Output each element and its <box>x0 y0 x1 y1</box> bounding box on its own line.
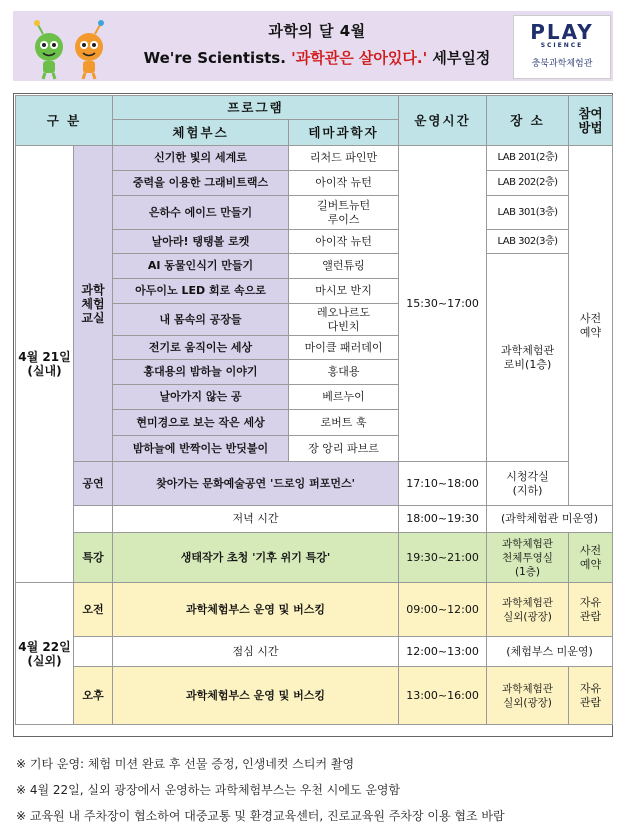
lecture-label: 특강 <box>74 533 113 583</box>
scientist-name: 길버트뉴턴 루이스 <box>289 196 399 230</box>
booth-name: 신기한 빛의 세계로 <box>113 146 289 171</box>
pm-method: 자유 관람 <box>569 667 613 725</box>
am-place: 과학체험관 실외(광장) <box>487 583 569 637</box>
lab-place: LAB 201(2층) <box>487 146 569 171</box>
lab-place: LAB 202(2층) <box>487 171 569 196</box>
logo-org-text: 충북과학체험관 <box>531 59 593 69</box>
scientist-name: 마시모 반지 <box>289 279 399 304</box>
scientist-name: 리처드 파인만 <box>289 146 399 171</box>
lecture-method: 사전 예약 <box>569 533 613 583</box>
booth-name: 날아가지 않는 공 <box>113 385 289 410</box>
scientist-name: 장 앙리 파브르 <box>289 436 399 462</box>
note-item: ※ 기타 운영: 체험 미션 완료 후 선물 증정, 인생네컷 스티커 촬영 <box>16 757 355 771</box>
group-science-class: 과학 체험 교실 <box>74 146 113 462</box>
booth-name: AI 동물인식기 만들기 <box>113 254 289 279</box>
booth-name: 홍대용의 밤하늘 이야기 <box>113 360 289 385</box>
booth-name: 중력을 이용한 그래비트랙스 <box>113 171 289 196</box>
dinner-time: 18:00~19:30 <box>399 506 487 533</box>
pm-label: 오후 <box>74 667 113 725</box>
booth-name: 내 몸속의 공장들 <box>113 304 289 336</box>
lunch-note: (체험부스 미운영) <box>487 637 613 667</box>
header-place: 장 소 <box>487 96 569 146</box>
header-time: 운영시간 <box>399 96 487 146</box>
lab-place: LAB 301(3층) <box>487 196 569 230</box>
pm-place: 과학체험관 실외(광장) <box>487 667 569 725</box>
pm-time: 13:00~16:00 <box>399 667 487 725</box>
header-theme: 테마과학자 <box>289 120 399 146</box>
logo <box>513 15 611 79</box>
title-block <box>123 11 511 81</box>
booth-name: 은하수 에이드 만들기 <box>113 196 289 230</box>
am-method: 자유 관람 <box>569 583 613 637</box>
dinner-empty <box>74 506 113 533</box>
booth-name: 현미경으로 보는 작은 세상 <box>113 410 289 436</box>
header-category: 구 분 <box>16 96 113 146</box>
scientist-name: 아이작 뉴턴 <box>289 230 399 254</box>
scientist-name: 베르누이 <box>289 385 399 410</box>
lunch-empty <box>74 637 113 667</box>
lunch-time: 12:00~13:00 <box>399 637 487 667</box>
logo-sub-text: SCIENCE <box>540 42 584 49</box>
am-label: 오전 <box>74 583 113 637</box>
logo-main-text: PLAY <box>530 20 594 44</box>
header-program: 프로그램 <box>113 96 399 120</box>
header-banner <box>13 11 613 81</box>
dinner-note: (과학체험관 미운영) <box>487 506 613 533</box>
scientist-name: 로버트 훅 <box>289 410 399 436</box>
header-method: 참여 방법 <box>569 96 613 146</box>
header-booth: 체험부스 <box>113 120 289 146</box>
page-subtitle <box>123 47 511 68</box>
perf-program: 찾아가는 문화예술공연 '드로잉 퍼포먼스' <box>113 462 399 506</box>
subtitle-prefix: We're Scientists. <box>143 49 292 67</box>
note-item: ※ 4월 22일, 실외 광장에서 운영하는 과학체험부스는 우천 시에도 운영함 <box>16 783 401 797</box>
lecture-place: 과학체험관 천체투영실 (1층) <box>487 533 569 583</box>
page-title: 과학의 달 4월 <box>268 22 366 40</box>
booth-name: 아두이노 LED 회로 속으로 <box>113 279 289 304</box>
lab-place: LAB 302(3층) <box>487 230 569 254</box>
lecture-program: 생태작가 초청 '기후 위기 특강' <box>113 533 399 583</box>
lunch-label: 점심 시간 <box>113 637 399 667</box>
day1-label: 4월 21일 (실내) <box>16 146 74 583</box>
scientist-name: 아이작 뉴턴 <box>289 171 399 196</box>
booth-name: 전기로 움직이는 세상 <box>113 336 289 360</box>
subtitle-suffix: 세부일정 <box>427 49 491 67</box>
pm-program: 과학체험부스 운영 및 버스킹 <box>113 667 399 725</box>
scientist-name: 마이클 패러데이 <box>289 336 399 360</box>
lecture-time: 19:30~21:00 <box>399 533 487 583</box>
am-program: 과학체험부스 운영 및 버스킹 <box>113 583 399 637</box>
schedule-table <box>15 95 613 725</box>
mascot-characters-icon <box>23 17 115 81</box>
science-time: 15:30~17:00 <box>399 146 487 462</box>
scientist-name: 홍대용 <box>289 360 399 385</box>
perf-label: 공연 <box>74 462 113 506</box>
perf-time: 17:10~18:00 <box>399 462 487 506</box>
scientist-name: 앨런튜링 <box>289 254 399 279</box>
subtitle-highlight: '과학관은 살아있다.' <box>291 49 428 67</box>
lobby-place: 과학체험관 로비(1층) <box>487 254 569 462</box>
am-time: 09:00~12:00 <box>399 583 487 637</box>
dinner-label: 저녁 시간 <box>113 506 399 533</box>
method-reservation: 사전 예약 <box>569 146 613 506</box>
booth-name: 밤하늘에 반짝이는 반딧불이 <box>113 436 289 462</box>
booth-name: 날아라! 탱탱볼 로켓 <box>113 230 289 254</box>
perf-place: 시청각실 (지하) <box>487 462 569 506</box>
scientist-name: 레오나르도 다빈치 <box>289 304 399 336</box>
day2-label: 4월 22일 (실외) <box>16 583 74 725</box>
note-item: ※ 교육원 내 주차장이 협소하여 대중교통 및 환경교육센터, 진로교육원 주차장 이용 협조 바람 <box>16 809 505 823</box>
notes <box>16 751 505 829</box>
